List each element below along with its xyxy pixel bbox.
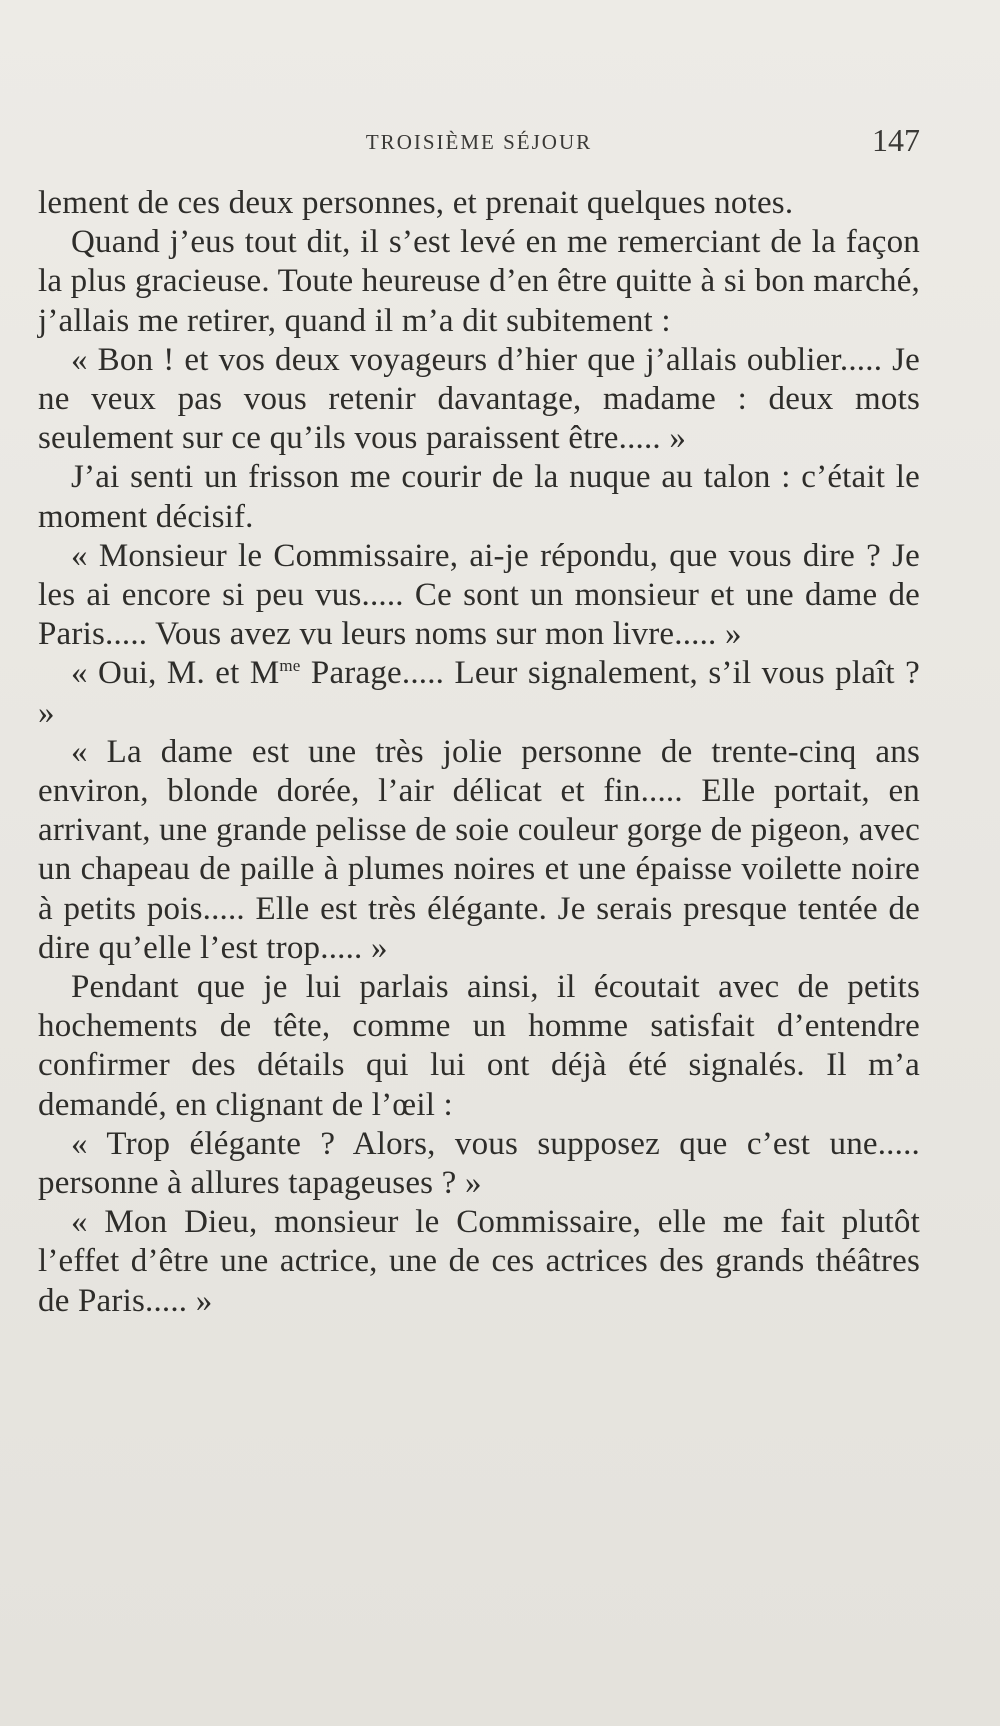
paragraph-6-end: Parage..... Leur signalement, s’il vous plaît ? » — [38, 655, 920, 731]
paragraph-9: « Trop élégante ? Alors, vous supposez que c’est une..... personne à allures tapageuses ? » — [38, 1125, 920, 1202]
paragraph-3: « Bon ! et vos deux voyageurs d’hier que j’allais oublier..... Je ne veux pas vous retenir davantage, madame : deux mots seulement sur ce qu’ils vous paraissent être..... » — [38, 341, 920, 457]
page-number: 147 — [872, 122, 920, 158]
paragraph-7: « La dame est une très jolie personne de trente-cinq ans environ, blonde dorée, l’air délicat et fin..... Elle portait, en arrivant, une grande pelisse de soie couleur gorge de pigeon, avec un chapeau de paille à plumes noires et une épaisse voilette noire à petits pois..... Elle est très élégante. Je serais presque tentée de dire qu’elle l’est trop..... » — [38, 733, 920, 966]
paragraph-6 — [38, 654, 920, 732]
paragraph-5: « Monsieur le Commissaire, ai-je répondu, que vous dire ? Je les ai encore si peu vus..... Ce sont un monsieur et une dame de Paris..... Vous avez vu leurs noms sur mon livre..... » — [38, 537, 920, 653]
paragraph-2: Quand j’eus tout dit, il s’est levé en me remerciant de la façon la plus gracieuse. Toute heureuse d’en être quitte à si bon marché, j’allais me retirer, quand il m’a dit subitement : — [38, 224, 920, 339]
running-head: TROISIÈME SÉJOUR — [365, 130, 593, 154]
paragraph-6-start: « Oui, M. et M — [71, 655, 280, 692]
page-header — [38, 122, 920, 166]
superscript-me: me — [279, 656, 301, 676]
paragraph-4: J’ai senti un frisson me courir de la nuque au talon : c’était le moment décisif. — [38, 459, 920, 535]
paragraph-1: lement de ces deux personnes, et prenait quelques notes. — [38, 185, 794, 221]
body-text — [38, 184, 920, 1321]
paragraph-8: Pendant que je lui parlais ainsi, il écoutait avec de petits hochements de tête, comme un homme satisfait d’entendre confirmer des détails qui lui ont déjà été signalés. Il m’a demandé, en clignant de l’œil : — [38, 969, 920, 1123]
paragraph-10: « Mon Dieu, monsieur le Commissaire, elle me fait plutôt l’effet d’être une actrice, une de ces actrices des grands théâtres de Paris..... » — [38, 1204, 920, 1319]
